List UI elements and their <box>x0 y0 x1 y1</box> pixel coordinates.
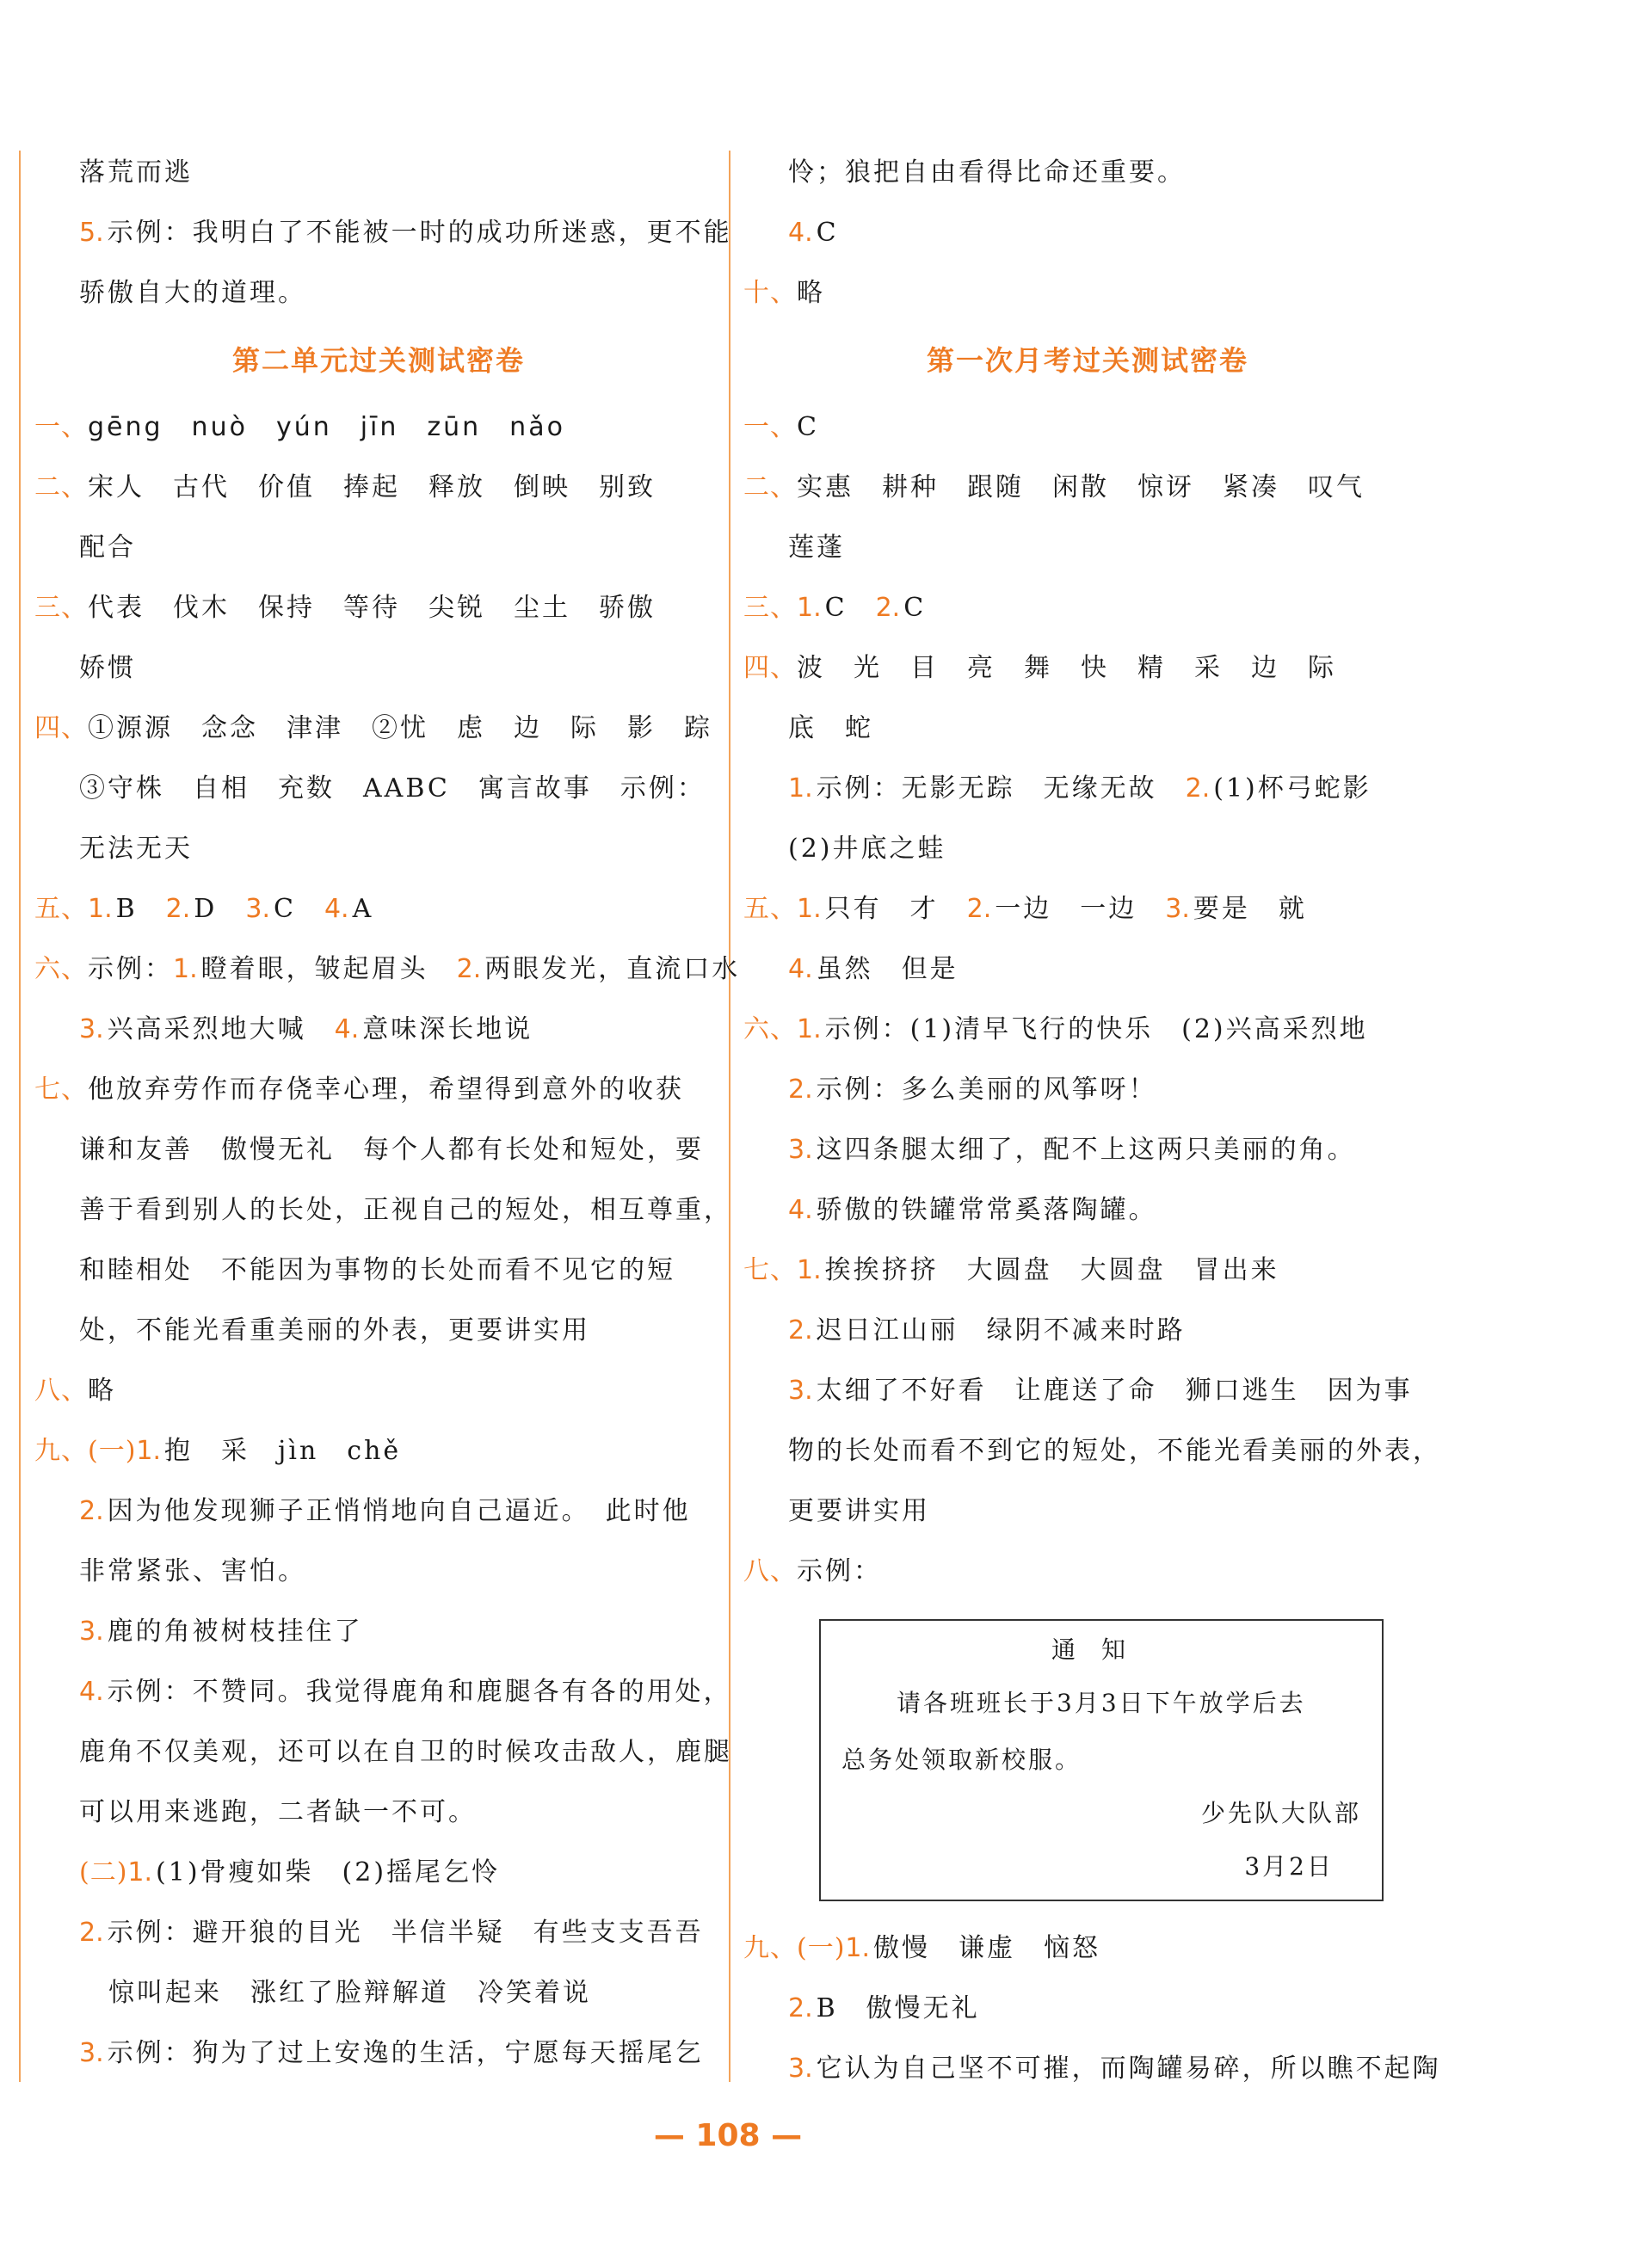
text-line: (2)井底之蛙 <box>788 834 946 864</box>
section-title: 第一次月考过关测试密卷 <box>926 344 1248 377</box>
notice-body: 总务处领取新校服。 <box>841 1746 1082 1774</box>
question-1: 一、C <box>743 412 819 442</box>
text-line: 惊叫起来 涨红了脸辩解道 冷笑着说 <box>108 1978 591 2008</box>
question-10: 十、略 <box>743 278 825 308</box>
question-7: 七、1. 挨挨挤挤 大圆盘 大圆盘 冒出来 <box>743 1255 1279 1285</box>
text-line: 娇惯 <box>79 653 136 683</box>
question-2: 二、实惠 耕种 跟随 闲散 惊讶 紧凑 叹气 <box>743 472 1365 502</box>
right-column <box>743 143 1441 2099</box>
left-column <box>34 143 741 2084</box>
text-line: 谦和友善 傲慢无礼 每个人都有长处和短处，要 <box>79 1135 704 1165</box>
text-line: 和睦相处 不能因为事物的长处而看不见它的短 <box>79 1255 675 1285</box>
text-line: 物的长处而看不到它的短处，不能光看美丽的外表， <box>788 1436 1441 1466</box>
page-number: — 108 — <box>653 2118 803 2153</box>
text-line: 2. 因为他发现狮子正悄悄地向自己逼近。 此时他 <box>79 1496 691 1526</box>
text-line: 3. 兴高采烈地大喊 4. 意味深长地说 <box>79 1014 533 1044</box>
text-line: 处，不能光看重美丽的外表，更要讲实用 <box>79 1315 590 1346</box>
question-7: 七、他放弃劳作而存侥幸心理，希望得到意外的收获 <box>34 1075 684 1105</box>
text-line: 4. C <box>788 218 839 248</box>
notice-signature: 少先队大队部 <box>1200 1799 1361 1827</box>
question-6: 六、示例：1. 瞪着眼，皱起眉头 2. 两眼发光，直流口水 <box>34 954 741 984</box>
question-9: 九、(一)1. 傲慢 谦虚 恼怒 <box>743 1933 1101 1963</box>
text-line: 4. 虽然 但是 <box>788 954 959 984</box>
question-8: 八、略 <box>34 1376 116 1406</box>
text-line: 善于看到别人的长处，正视自己的短处，相互尊重， <box>79 1195 732 1225</box>
text-line: 配合 <box>79 533 136 563</box>
text-line: 4. 示例：不赞同。我觉得鹿角和鹿腿各有各的用处， <box>79 1677 732 1707</box>
column-divider <box>729 151 730 2082</box>
text-line: 鹿角不仅美观，还可以在自卫的时候攻击敌人，鹿腿 <box>79 1737 732 1767</box>
question-5: 五、1. 只有 才 2. 一边 一边 3. 要是 就 <box>743 894 1307 924</box>
notice-title: 通知 <box>1051 1635 1151 1664</box>
question-8: 八、示例： <box>743 1556 882 1586</box>
text-line: 骄傲自大的道理。 <box>79 278 306 308</box>
text-line: 可以用来逃跑，二者缺一不可。 <box>79 1797 477 1827</box>
section-title: 第二单元过关测试密卷 <box>231 344 525 377</box>
text-line: 3. 这四条腿太细了，配不上这两只美丽的角。 <box>788 1135 1356 1165</box>
text-line: 非常紧张、害怕。 <box>79 1556 306 1586</box>
question-4: 四、①源源 念念 津津 ②忧 虑 边 际 影 踪 <box>34 713 712 743</box>
text-line: 3. 鹿的角被树枝挂住了 <box>79 1617 363 1647</box>
text-line: 2. B 傲慢无礼 <box>788 1993 980 2023</box>
question-3: 三、1. C 2. C <box>743 593 927 623</box>
notice-date: 3月2日 <box>1244 1852 1334 1881</box>
text-line: 落荒而逃 <box>79 157 193 188</box>
question-6: 六、1. 示例：(1)清早飞行的快乐 (2)兴高采烈地 <box>743 1014 1368 1044</box>
question-1: 一、gēng nuò yún jīn zūn nǎo <box>34 412 565 442</box>
text-line: ③守株 自相 充数 AABC 寓言故事 示例： <box>79 773 706 804</box>
question-4: 四、波 光 目 亮 舞 快 精 采 边 际 <box>743 653 1336 683</box>
notice-body: 请各班班长于3月3日下午放学后去 <box>897 1689 1306 1717</box>
text-line: (二)1. (1)骨瘦如柴 (2)摇尾乞怜 <box>79 1857 501 1888</box>
text-line: 1. 示例：无影无踪 无缘无故 2. (1)杯弓蛇影 <box>788 773 1372 804</box>
text-line: 5. 示例：我明白了不能被一时的成功所迷惑，更不能 <box>79 218 732 248</box>
question-2: 二、宋人 古代 价值 捧起 释放 倒映 别致 <box>34 472 656 502</box>
text-line: 2. 迟日江山丽 绿阴不减来时路 <box>788 1315 1186 1346</box>
text-line: 无法无天 <box>79 834 193 864</box>
question-9: 九、(一)1. 抱 采 jìn chě <box>34 1436 402 1466</box>
text-line: 2. 示例：避开狼的目光 半信半疑 有些支支吾吾 <box>79 1918 704 1948</box>
left-margin-rule <box>19 151 21 2082</box>
question-3: 三、代表 伐木 保持 等待 尖锐 尘土 骄傲 <box>34 593 656 623</box>
text-line: 怜；狼把自由看得比命还重要。 <box>788 157 1186 188</box>
text-line: 更要讲实用 <box>788 1496 930 1526</box>
text-line: 3. 它认为自己坚不可摧，而陶罐易碎，所以瞧不起陶 <box>788 2054 1441 2084</box>
text-line: 莲蓬 <box>788 533 845 563</box>
text-line: 底 蛇 <box>788 713 873 743</box>
text-line: 3. 太细了不好看 让鹿送了命 狮口逃生 因为事 <box>788 1376 1413 1406</box>
text-line: 4. 骄傲的铁罐常常奚落陶罐。 <box>788 1195 1157 1225</box>
notice-box <box>819 1619 1384 1901</box>
question-5: 五、1. B 2. D 3. C 4. A <box>34 894 374 924</box>
text-line: 3. 示例：狗为了过上安逸的生活，宁愿每天摇尾乞 <box>79 2038 704 2068</box>
text-line: 2. 示例：多么美丽的风筝呀！ <box>788 1075 1157 1105</box>
